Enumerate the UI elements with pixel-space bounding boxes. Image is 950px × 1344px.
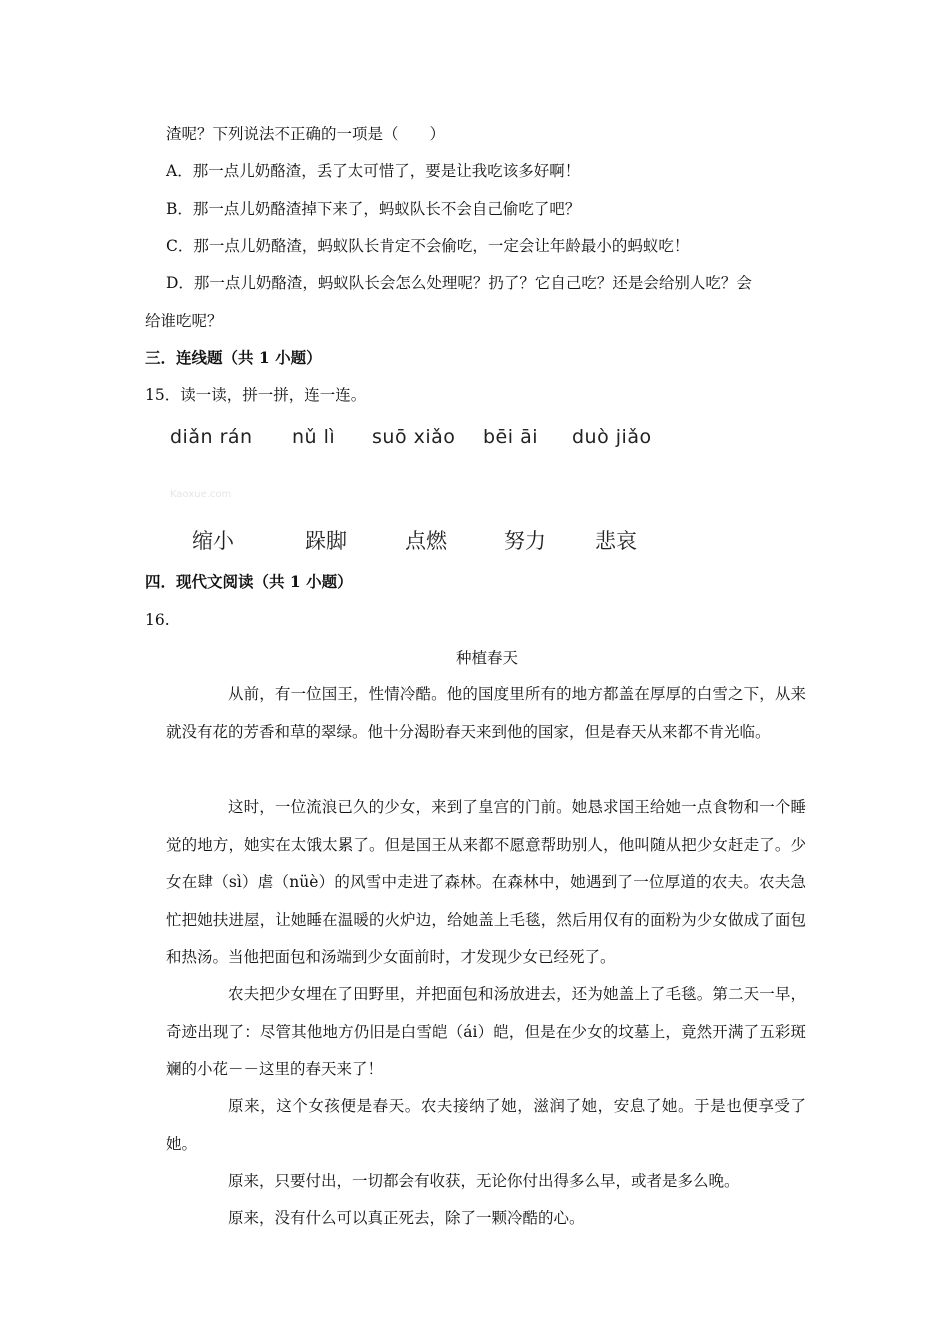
passage-paragraph-5: 原来，只要付出，一切都会有收获，无论你付出得多么早，或者是多么晚。 [228, 1172, 740, 1190]
word-item[interactable]: 努力 [504, 529, 546, 553]
section3-heading: 三．连线题（共 1 小题） [145, 348, 322, 367]
q14-option-d-continued: 给谁吃呢？ [145, 312, 223, 330]
watermark: Kaoxue.com [170, 489, 232, 500]
word-item[interactable]: 缩小 [192, 529, 234, 553]
q14-option-b[interactable]: B．那一点儿奶酪渣掉下来了，蚂蚁队长不会自己偷吃了吧？ [166, 200, 581, 218]
passage-title: 种植春天 [456, 649, 519, 667]
pinyin-item[interactable]: nǔ lì [292, 426, 336, 448]
word-item[interactable]: 跺脚 [305, 529, 347, 553]
pinyin-item[interactable]: diǎn rán [170, 426, 253, 448]
q16-number: 16. [145, 611, 170, 629]
word-item[interactable]: 悲哀 [595, 529, 637, 553]
passage-paragraph-6: 原来，没有什么可以真正死去，除了一颗冷酷的心。 [228, 1209, 585, 1227]
passage-paragraph-2: 这时，一位流浪已久的少女，来到了皇宫的门前。她恳求国王给她一点食物和一个睡觉的地方，她实在太饿太累了。但是国王从来都不愿意帮助别人，他叫随从把少女赶走了。少女在肆（sì）虐（nüè）的风雪中走进了森林。在森林中，她遇到了一位厚道的农夫。农夫急忙把她扶进屋，让她睡在温暖的火炉边，给她盖上毛毯，然后用仅有的面粉为少女做成了面包和热汤。当他把面包和汤端到少女面前时，才发现少女已经死了。 [166, 798, 806, 966]
section4-heading: 四．现代文阅读（共 1 小题） [145, 572, 353, 591]
pinyin-item[interactable]: bēi āi [483, 426, 538, 448]
passage-paragraph-1: 从前，有一位国王，性情冷酷。他的国度里所有的地方都盖在厚厚的白雪之下，从来就没有花的芳香和草的翠绿。他十分渴盼春天来到他的国家，但是春天从来都不肯光临。 [166, 685, 806, 741]
q14-option-a[interactable]: A．那一点儿奶酪渣，丢了太可惜了，要是让我吃该多好啊！ [166, 162, 581, 180]
pinyin-item[interactable]: suō xiǎo [372, 426, 456, 448]
q14-option-d[interactable]: D．那一点儿奶酪渣，蚂蚁队长会怎么处理呢？扔了？它自己吃？还是会给别人吃？会 [166, 274, 752, 292]
pinyin-item[interactable]: duò jiǎo [572, 426, 652, 448]
q14-stem-end: 渣呢？下列说法不正确的一项是（ ） [166, 125, 446, 143]
passage-paragraph-4: 原来，这个女孩便是春天。农夫接纳了她，滋润了她，安息了她。于是也便享受了她。 [166, 1097, 806, 1153]
q14-option-c[interactable]: C．那一点儿奶酪渣，蚂蚁队长肯定不会偷吃，一定会让年龄最小的蚂蚁吃！ [166, 237, 690, 255]
word-item[interactable]: 点燃 [405, 529, 447, 553]
passage-paragraph-3: 农夫把少女埋在了田野里，并把面包和汤放进去，还为她盖上了毛毯。第二天一早，奇迹出现了：尽管其他地方仍旧是白雪皑（ái）皑，但是在少女的坟墓上，竟然开满了五彩斑斓的小花－－这里的春天来了！ [166, 985, 806, 1078]
q15-prompt: 15．读一读，拼一拼，连一连。 [145, 386, 367, 404]
